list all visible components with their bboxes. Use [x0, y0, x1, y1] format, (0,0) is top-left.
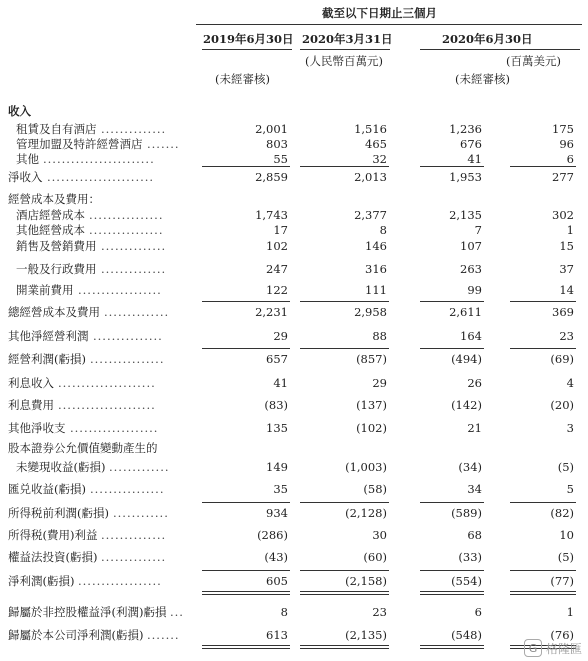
cell-value: 1: [566, 605, 574, 619]
double-rule: [420, 648, 484, 649]
row-label: 其他淨收支: [8, 421, 66, 435]
subtotal-rule: [510, 570, 576, 571]
col3-date: 2020年6月30日: [442, 32, 533, 46]
cell-value: 3: [566, 421, 574, 435]
row-label: 利息費用: [8, 398, 54, 412]
double-rule: [202, 594, 290, 595]
col3-audit: (未經審核): [455, 72, 510, 86]
cell-value: 465: [365, 137, 387, 151]
cell-value: 30: [372, 528, 387, 542]
cell-value: (20): [550, 398, 574, 412]
cell-value: 102: [266, 239, 288, 253]
cell-value: (589): [451, 506, 482, 520]
cell-value: 4: [566, 376, 574, 390]
subtotal-rule: [420, 348, 484, 349]
cell-value: 37: [559, 262, 574, 276]
cell-value: 2,958: [354, 305, 387, 319]
leader-dots: ................: [89, 223, 164, 237]
cell-value: 277: [552, 170, 574, 184]
row-label: 匯兑收益(虧損): [8, 482, 86, 496]
col2-header-rule: [300, 49, 390, 50]
subtotal-rule: [202, 166, 290, 167]
cell-value: (2,128): [345, 506, 387, 520]
subtotal-rule: [510, 348, 576, 349]
cell-value: 35: [273, 482, 288, 496]
double-rule: [420, 594, 484, 595]
col1-date: 2019年6月30日: [203, 32, 294, 46]
cell-value: 8: [280, 605, 288, 619]
double-rule: [202, 645, 290, 646]
cell-value: (554): [451, 574, 482, 588]
cell-value: (5): [557, 460, 574, 474]
row-label: 歸屬於非控股權益淨(利潤)虧損: [8, 605, 167, 619]
cell-value: 934: [266, 506, 288, 520]
leader-dots: ..............: [101, 122, 167, 136]
row-label: 淨利潤(虧損): [8, 574, 75, 588]
cell-value: 7: [474, 223, 482, 237]
leader-dots: .......................: [47, 170, 155, 184]
subtotal-rule: [510, 166, 576, 167]
leader-dots: ..................: [78, 574, 162, 588]
cell-value: 803: [266, 137, 288, 151]
cell-value: 1,743: [255, 208, 288, 222]
cell-value: (83): [264, 398, 288, 412]
cell-value: 88: [372, 329, 387, 343]
period-title: 截至以下日期止三個月: [322, 6, 437, 20]
leader-dots: ................: [90, 352, 165, 366]
subtotal-rule: [420, 570, 484, 571]
double-rule: [300, 591, 389, 592]
cell-value: (102): [356, 421, 387, 435]
cell-value: (494): [451, 352, 482, 366]
cell-value: 41: [273, 376, 288, 390]
cell-value: (77): [550, 574, 574, 588]
leader-dots: ........................: [43, 152, 155, 166]
cell-value: 5: [566, 482, 574, 496]
cell-value: 2,135: [449, 208, 482, 222]
cell-value: 111: [365, 283, 387, 297]
subtotal-rule: [300, 301, 389, 302]
double-rule: [202, 648, 290, 649]
row-label: 經營成本及費用：: [8, 192, 100, 206]
double-rule: [420, 591, 484, 592]
cell-value: 17: [273, 223, 288, 237]
cell-value: 122: [266, 283, 288, 297]
cell-value: 302: [552, 208, 574, 222]
double-rule: [420, 645, 484, 646]
cell-value: 146: [365, 239, 387, 253]
cell-value: 6: [474, 605, 482, 619]
cell-value: 135: [266, 421, 288, 435]
cell-value: 1: [566, 223, 574, 237]
row-label: 所得税前利潤(虧損): [8, 506, 109, 520]
leader-dots: .............: [109, 460, 170, 474]
cell-value: (2,135): [345, 628, 387, 642]
col3-header-rule: [420, 49, 580, 50]
cell-value: (82): [550, 506, 574, 520]
leader-dots: ................: [89, 208, 164, 222]
cell-value: (60): [363, 550, 387, 564]
subtotal-rule: [300, 502, 389, 503]
subtotal-rule: [300, 348, 389, 349]
cell-value: 149: [266, 460, 288, 474]
row-label: 酒店經營成本: [16, 208, 85, 222]
cell-value: 29: [372, 376, 387, 390]
cell-value: 41: [467, 152, 482, 166]
cell-value: 2,377: [354, 208, 387, 222]
leader-dots: .....................: [58, 376, 156, 390]
leader-dots: ..............: [104, 305, 170, 319]
cell-value: 96: [559, 137, 574, 151]
row-label: 經營利潤(虧損): [8, 352, 86, 366]
leader-dots: ...: [170, 605, 184, 619]
row-label: 其他: [16, 152, 39, 166]
cell-value: 21: [467, 421, 482, 435]
cell-value: (2,158): [345, 574, 387, 588]
cell-value: (142): [451, 398, 482, 412]
cell-value: 657: [266, 352, 288, 366]
cell-value: 6: [566, 152, 574, 166]
subtotal-rule: [202, 301, 290, 302]
cell-value: (34): [458, 460, 482, 474]
cell-value: 14: [559, 283, 574, 297]
watermark-text: 格隆匯: [545, 641, 582, 656]
subtotal-rule: [300, 166, 389, 167]
subtotal-rule: [510, 301, 576, 302]
cell-value: 676: [460, 137, 482, 151]
cell-value: (5): [557, 550, 574, 564]
leader-dots: .......: [147, 137, 180, 151]
row-label: 總經營成本及費用: [8, 305, 100, 319]
row-label: 其他淨經營利潤: [8, 329, 89, 343]
cell-value: (857): [356, 352, 387, 366]
cell-value: 316: [365, 262, 387, 276]
row-label: 淨收入: [8, 170, 43, 184]
cell-value: 164: [460, 329, 482, 343]
cell-value: (286): [257, 528, 288, 542]
leader-dots: ................: [90, 482, 165, 496]
cell-value: 1,516: [354, 122, 387, 136]
cell-value: (58): [363, 482, 387, 496]
row-label: 股本證券公允價值變動產生的: [8, 441, 158, 455]
cell-value: (1,003): [345, 460, 387, 474]
subtotal-rule: [300, 570, 389, 571]
row-label: 其他經營成本: [16, 223, 85, 237]
subtotal-rule: [202, 502, 290, 503]
cell-value: 99: [467, 283, 482, 297]
leader-dots: ..............: [101, 550, 167, 564]
cell-value: 10: [559, 528, 574, 542]
cell-value: 2,013: [354, 170, 387, 184]
cell-value: (33): [458, 550, 482, 564]
cell-value: 15: [559, 239, 574, 253]
leader-dots: .....................: [58, 398, 156, 412]
row-label: 利息收入: [8, 376, 54, 390]
cell-value: (43): [264, 550, 288, 564]
cell-value: 605: [266, 574, 288, 588]
cell-value: 2,611: [449, 305, 482, 319]
row-label: 收入: [8, 104, 31, 118]
cell-value: (548): [451, 628, 482, 642]
double-rule: [300, 594, 389, 595]
row-label: 所得税(費用)利益: [8, 528, 98, 542]
subtotal-rule: [420, 301, 484, 302]
cell-value: (76): [550, 628, 574, 642]
cell-value: 32: [372, 152, 387, 166]
cell-value: 1,236: [449, 122, 482, 136]
watermark: [524, 639, 582, 657]
double-rule: [300, 645, 389, 646]
row-label: 權益法投資(虧損): [8, 550, 98, 564]
leader-dots: .......: [147, 628, 180, 642]
leader-dots: ..............: [101, 239, 167, 253]
leader-dots: ............: [113, 506, 169, 520]
col2-unit: (人民幣百萬元): [305, 54, 383, 68]
subtotal-rule: [420, 166, 484, 167]
row-label: 一般及行政費用: [16, 262, 97, 276]
cell-value: 23: [559, 329, 574, 343]
subtotal-rule: [510, 502, 576, 503]
double-rule: [510, 594, 576, 595]
cell-value: 247: [266, 262, 288, 276]
cell-value: 175: [552, 122, 574, 136]
cell-value: 26: [467, 376, 482, 390]
cell-value: 2,231: [255, 305, 288, 319]
cell-value: 55: [273, 152, 288, 166]
subtotal-rule: [202, 348, 290, 349]
cell-value: 29: [273, 329, 288, 343]
double-rule: [300, 648, 389, 649]
row-label: 租賃及自有酒店: [16, 122, 97, 136]
cell-value: 2,859: [255, 170, 288, 184]
leader-dots: ...............: [93, 329, 163, 343]
leader-dots: ..............: [101, 262, 167, 276]
cell-value: 34: [467, 482, 482, 496]
subtotal-rule: [202, 570, 290, 571]
cell-value: 263: [460, 262, 482, 276]
cell-value: (69): [550, 352, 574, 366]
subtotal-rule: [420, 502, 484, 503]
double-rule: [202, 591, 290, 592]
row-label: 管理加盟及特許經營酒店: [16, 137, 143, 151]
leader-dots: ...................: [70, 421, 159, 435]
cell-value: 2,001: [255, 122, 288, 136]
header-rule: [196, 24, 582, 25]
col4-unit: (百萬美元): [506, 54, 561, 68]
col1-audit: (未經審核): [215, 72, 270, 86]
cell-value: 68: [467, 528, 482, 542]
row-label: 開業前費用: [16, 283, 74, 297]
col1-header-rule: [202, 49, 292, 50]
cell-value: 23: [372, 605, 387, 619]
cell-value: 613: [266, 628, 288, 642]
double-rule: [510, 591, 576, 592]
col2-date: 2020年3月31日: [302, 32, 393, 46]
row-label: 歸屬於本公司淨利潤(虧損): [8, 628, 144, 642]
cell-value: 107: [460, 239, 482, 253]
g-logo-icon: G: [524, 639, 542, 657]
cell-value: (137): [356, 398, 387, 412]
row-label: 銷售及營銷費用: [16, 239, 97, 253]
row-label: 未變現收益(虧損): [16, 460, 106, 474]
cell-value: 369: [552, 305, 574, 319]
leader-dots: ..................: [78, 283, 162, 297]
cell-value: 1,953: [449, 170, 482, 184]
leader-dots: ..............: [101, 528, 167, 542]
cell-value: 8: [379, 223, 387, 237]
